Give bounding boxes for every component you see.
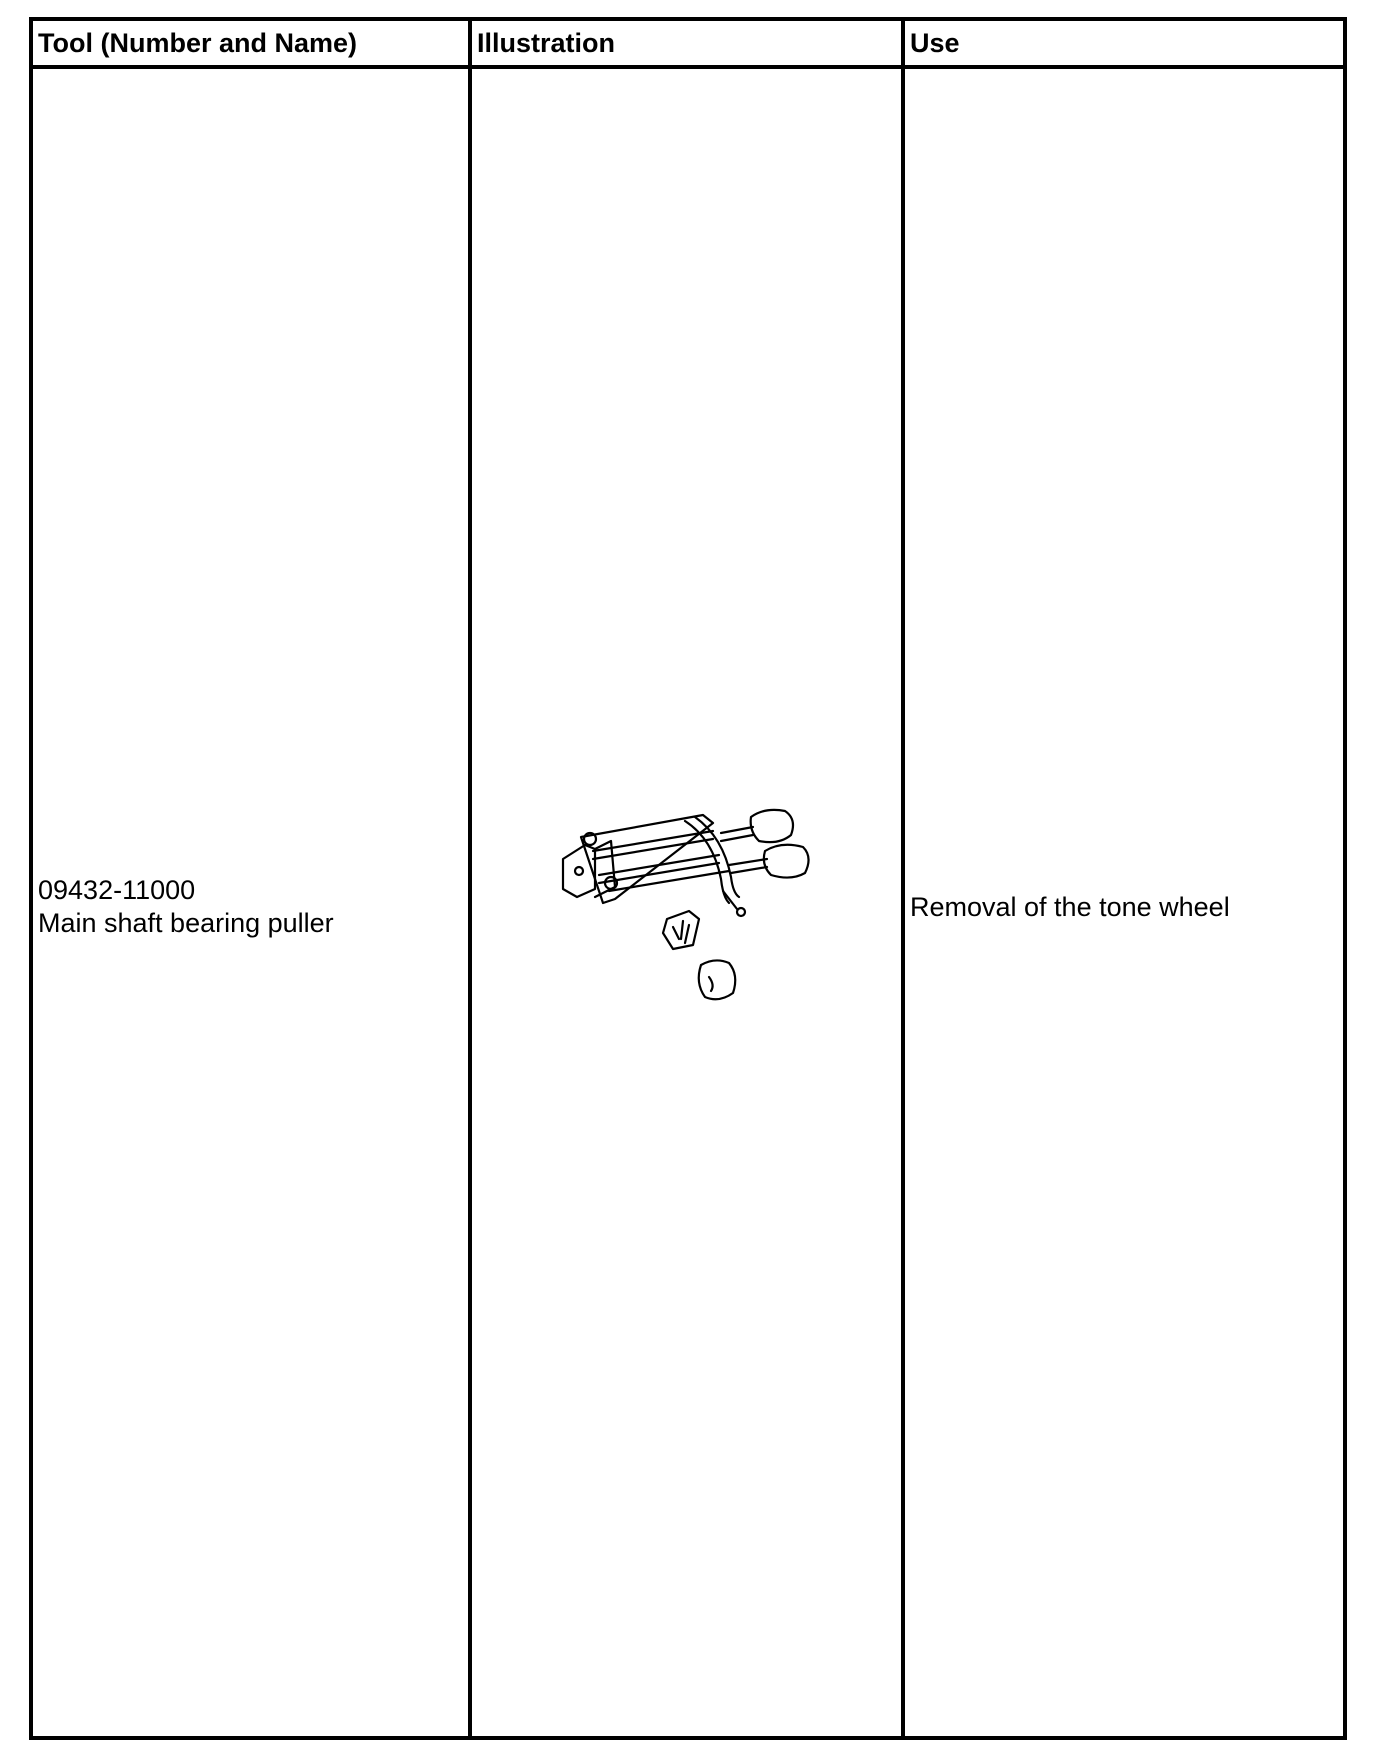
tool-use: Removal of the tone wheel bbox=[910, 892, 1230, 922]
special-tool-table bbox=[29, 17, 1347, 1740]
header-use: Use bbox=[910, 28, 960, 58]
tool-number: 09432-11000 bbox=[38, 875, 196, 905]
tool-name: Main shaft bearing puller bbox=[38, 908, 334, 938]
bearing-puller-illustration bbox=[553, 779, 853, 1014]
header-illustration: Illustration bbox=[477, 28, 616, 58]
column-divider bbox=[468, 21, 472, 1736]
column-divider bbox=[901, 21, 905, 1736]
header-divider bbox=[33, 65, 1343, 69]
header-tool: Tool (Number and Name) bbox=[38, 28, 358, 58]
